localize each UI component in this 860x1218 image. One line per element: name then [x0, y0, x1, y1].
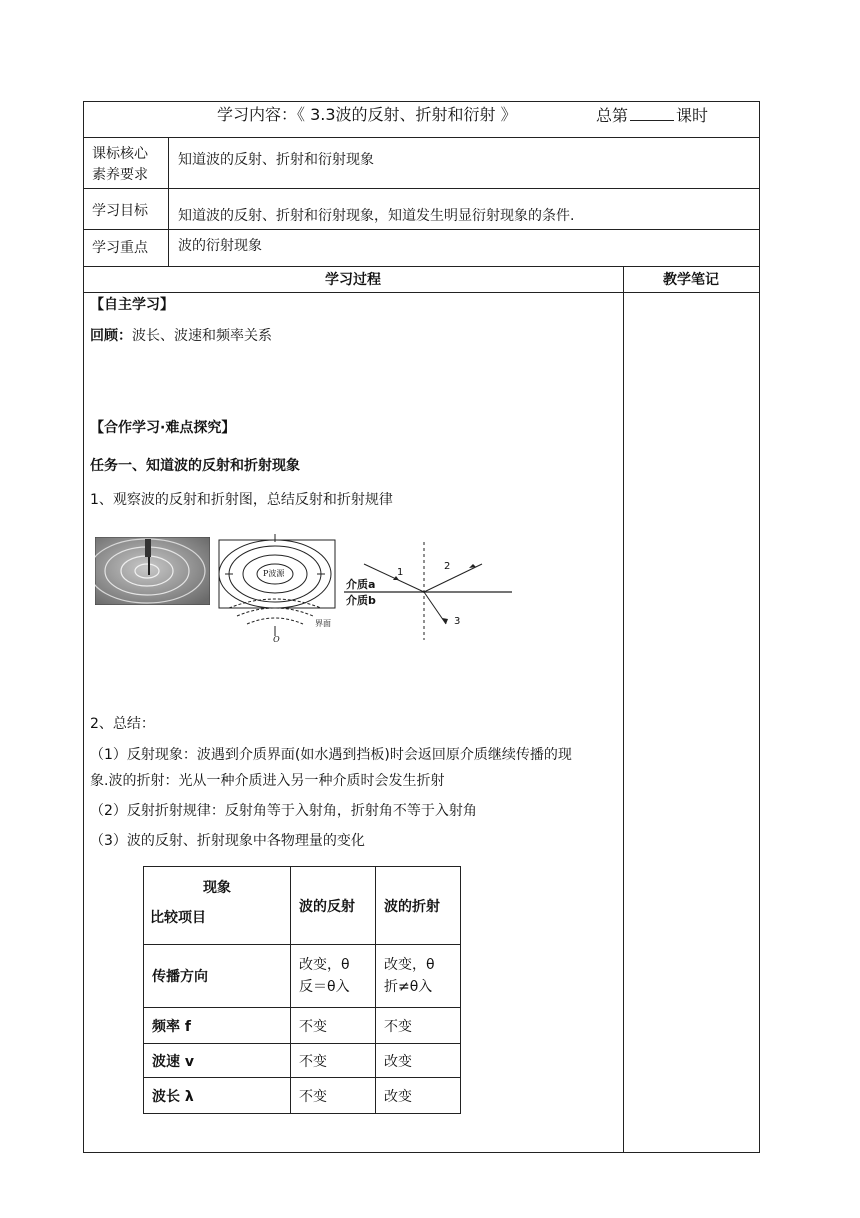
section-coop-study: 【合作学习·难点探究】	[90, 420, 236, 436]
row-label-core-literacy-1: 课标核心	[92, 146, 148, 162]
row-item-frequency: 频率 f	[144, 1008, 291, 1044]
row-label-goal: 学习目标	[92, 203, 148, 219]
medium-b-label: 介质b	[346, 594, 376, 607]
row-divider	[83, 137, 760, 138]
review-line: 回顾：波长、波速和频率关系	[90, 328, 272, 344]
header-reflection: 波的反射	[291, 867, 376, 945]
wavelength-refraction: 改变	[376, 1078, 461, 1114]
table-row	[144, 867, 461, 945]
direction-reflection	[291, 945, 376, 1008]
section-self-study: 【自主学习】	[90, 297, 174, 313]
ray-1-label: 1	[397, 567, 404, 578]
row-divider	[83, 266, 760, 267]
medium-a-label: 介质a	[346, 578, 376, 591]
comparison-table	[143, 866, 461, 1114]
wave-source-reflection-diagram	[217, 530, 339, 642]
row-item-direction: 传播方向	[144, 945, 291, 1008]
table-row	[144, 1078, 461, 1114]
row-item-wavelength: 波长 λ	[144, 1078, 291, 1114]
row-content-core-literacy: 知道波的反射、折射和衍射现象	[178, 152, 374, 168]
task-one-heading: 任务一、知道波的反射和折射现象	[90, 458, 300, 474]
row-label-core-literacy-2: 素养要求	[92, 167, 148, 183]
row-label-focus: 学习重点	[92, 240, 148, 256]
table-row	[144, 1044, 461, 1078]
summary-quantity-change: （3）波的反射、折射现象中各物理量的变化	[90, 833, 365, 849]
direction-refraction	[376, 945, 461, 1008]
header-refraction: 波的折射	[376, 867, 461, 945]
item-observe: 1、观察波的反射和折射图，总结反射和折射规律	[90, 492, 393, 508]
header-compare-item: 比较项目	[150, 909, 206, 926]
summary-reflection-line1: （1）反射现象：波遇到介质界面(如水遇到挡板)时会返回原介质继续传播的现	[90, 747, 572, 763]
item-summary: 2、总结：	[90, 716, 155, 732]
direction-refraction-l2: 折≠θ入	[384, 979, 433, 995]
row-divider	[83, 188, 760, 189]
table-border-bottom	[83, 1152, 760, 1153]
speed-refraction: 改变	[376, 1044, 461, 1078]
table-row	[144, 945, 461, 1008]
table-row	[144, 1008, 461, 1044]
lesson-number-blank[interactable]	[630, 104, 674, 121]
row-content-goal: 知道波的反射、折射和衍射现象，知道发生明显衍射现象的条件.	[178, 208, 575, 224]
notes-column-divider	[623, 266, 624, 1152]
row-item-speed: 波速 v	[144, 1044, 291, 1078]
table-header-cell	[144, 867, 291, 945]
lesson-title: 学习内容：《 3.3波的反射、折射和衍射 》	[217, 105, 517, 124]
header-phenomenon: 现象	[203, 879, 231, 896]
label-column-divider	[168, 137, 169, 266]
wavelength-reflection: 不变	[291, 1078, 376, 1114]
interface-label: 界面	[315, 619, 331, 628]
column-header-process: 学习过程	[325, 272, 381, 288]
row-divider	[83, 292, 760, 293]
summary-reflection-line2: 象.波的折射：光从一种介质进入另一种介质时会发生折射	[90, 773, 445, 789]
summary-law: （2）反射折射规律：反射角等于入射角，折射角不等于入射角	[90, 803, 477, 819]
direction-reflection-l1: 改变，θ	[299, 957, 350, 973]
ray-3-label: 3	[454, 616, 461, 627]
total-lesson-count: 总第 课时	[596, 106, 709, 125]
direction-reflection-l2: 反＝θ入	[299, 979, 350, 995]
column-header-notes: 教学笔记	[663, 272, 719, 288]
ray-2-label: 2	[444, 561, 451, 572]
table-border-right	[759, 101, 760, 1153]
table-border-left	[83, 101, 84, 1153]
q-label: Q	[273, 635, 280, 642]
table-border-top	[83, 101, 760, 102]
frequency-reflection: 不变	[291, 1008, 376, 1044]
row-divider	[83, 229, 760, 230]
wave-source-label: P波源	[263, 569, 285, 578]
speed-reflection: 不变	[291, 1044, 376, 1078]
direction-refraction-l1: 改变，θ	[384, 957, 435, 973]
water-wave-photo	[95, 537, 210, 605]
row-content-focus: 波的衍射现象	[178, 238, 262, 254]
ray-refraction-diagram	[344, 542, 514, 642]
frequency-refraction: 不变	[376, 1008, 461, 1044]
